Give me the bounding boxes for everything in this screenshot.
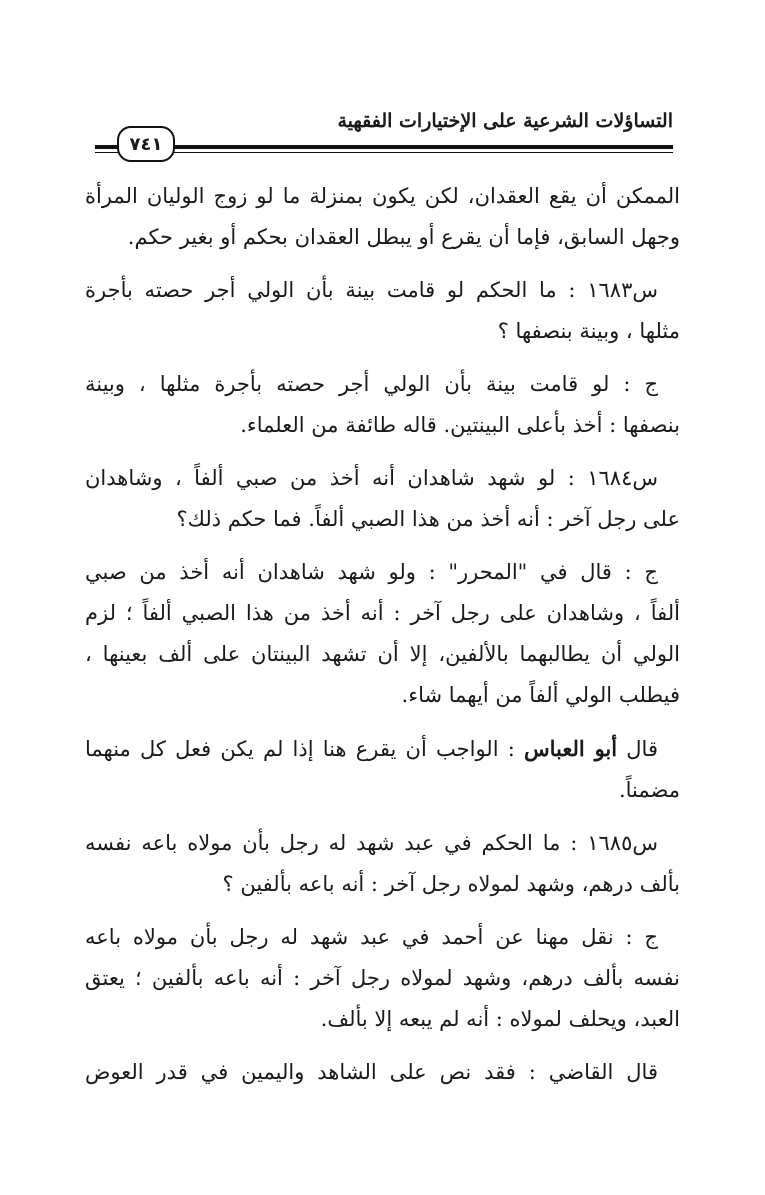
text-line: بألف درهم، وشهد لمولاه رجل آخر : أنه باعه بألفين ؟ <box>222 872 680 896</box>
question-paragraph <box>85 823 680 905</box>
quote-paragraph <box>85 1052 680 1093</box>
text-line: س١٦٨٤ : لو شهد شاهدان أنه أخذ من صبي ألفاً ، وشاهدان <box>85 466 658 490</box>
text-line: الولي أن يطالبهما بالألفين، إلا أن تشهد البينتان على ألف بعينها ، <box>85 642 680 666</box>
text-line <box>85 728 680 770</box>
text-line: على رجل آخر : أنه أخذ من هذا الصبي ألفاً. فما حكم ذلك؟ <box>176 507 680 531</box>
text-line: مضمناً. <box>618 778 680 802</box>
body-text <box>85 176 680 1105</box>
page-number: ٧٤١ <box>129 133 163 155</box>
running-title: التساؤلات الشرعية على الإختيارات الفقهية <box>337 110 673 132</box>
page-header <box>95 108 673 154</box>
text-line: ج : نقل مهنا عن أحمد في عبد شهد له رجل بأن مولاه باعه <box>85 925 658 949</box>
text-line: مثلها ، وبينة بنصفها ؟ <box>497 319 680 343</box>
text-line: قال القاضي : فقد نص على الشاهد واليمين في قدر العوض <box>85 1060 658 1084</box>
text-line: الممكن أن يقع العقدان، لكن يكون بمنزلة ما لو زوج الوليان المرأة <box>85 184 680 208</box>
quote-prefix: قال <box>617 737 658 761</box>
header-rule-thin <box>95 152 673 153</box>
text-line: وجهل السابق، فإما أن يقرع أو يبطل العقدان بحكم أو بغير حكم. <box>127 225 680 249</box>
text-line: ج : لو قامت بينة بأن الولي أجر حصته بأجرة مثلها ، وبينة <box>85 372 658 396</box>
text-line: العبد، ويحلف لمولاه : أنه لم يبعه إلا بألف. <box>320 1007 680 1031</box>
page-number-badge <box>117 126 175 162</box>
paragraph <box>85 176 680 258</box>
text-line: ألفاً ، وشاهدان على رجل آخر : أنه أخذ من هذا الصبي ألفاً ؛ لزم <box>85 601 680 625</box>
question-paragraph <box>85 458 680 540</box>
quote-text: : الواجب أن يقرع هنا إذا لم يكن فعل كل منهما <box>85 737 524 761</box>
text-line: س١٦٨٥ : ما الحكم في عبد شهد له رجل بأن مولاه باعه نفسه <box>85 831 658 855</box>
text-line: فيطلب الولي ألفاً من أيهما شاء. <box>401 683 680 707</box>
text-line: س١٦٨٣ : ما الحكم لو قامت بينة بأن الولي أجر حصته بأجرة <box>85 278 658 302</box>
answer-paragraph <box>85 364 680 446</box>
text-line: بنصفها : أخذ بأعلى البينتين. قاله طائفة من العلماء. <box>240 413 680 437</box>
text-line: ج : قال في "المحرر" : ولو شهد شاهدان أنه أخذ من صبي <box>85 560 658 584</box>
answer-paragraph <box>85 917 680 1040</box>
header-rule-thick <box>95 145 673 149</box>
text-line: نفسه بألف درهم، وشهد لمولاه رجل آخر : أنه باعه بألفين ؛ يعتق <box>85 966 680 990</box>
question-paragraph <box>85 270 680 352</box>
quote-paragraph <box>85 728 680 811</box>
scholar-name: أبو العباس <box>524 736 618 761</box>
answer-paragraph <box>85 552 680 716</box>
